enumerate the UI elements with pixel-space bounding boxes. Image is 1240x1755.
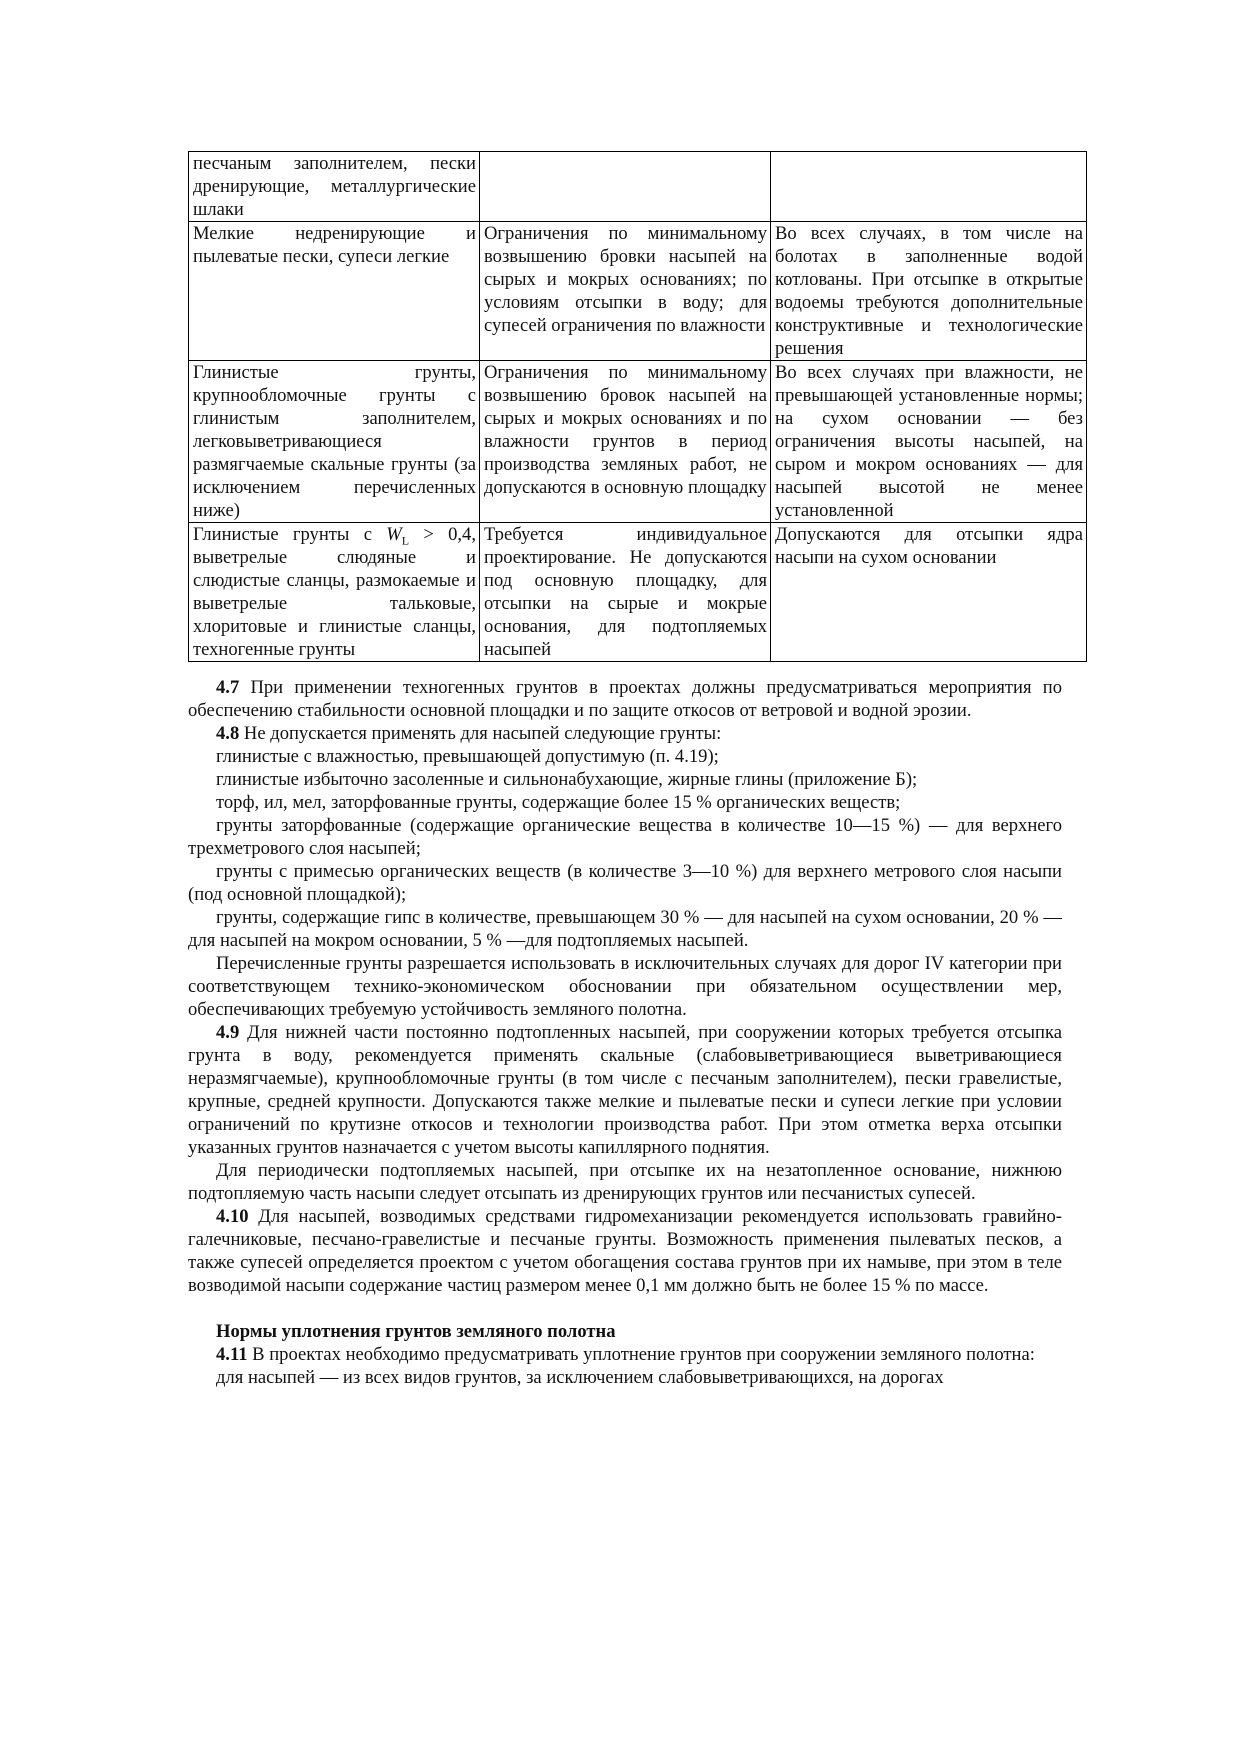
paragraph-4-9	[188, 1021, 1062, 1159]
paragraph-4-11	[188, 1343, 1062, 1366]
clause-number: 4.11	[216, 1344, 248, 1365]
table-row	[189, 361, 1087, 523]
liquid-limit-symbol: W	[386, 524, 402, 545]
paragraph-periodic-flooding: Для периодически подтопляемых насыпей, при отсыпке их на незатопленное основание, нижнюю подтопляемую часть насыпи следует отсыпать из дренирующих грунтов или песчанистых супесей.	[188, 1160, 1062, 1204]
table-cell-restrictions: Ограничения по минимальному возвышению бровки насыпей на сырых и мокрых основаниях; по условиям отсыпки в воду; для супесей ограничения по влажности	[480, 222, 771, 361]
table-cell-application	[771, 152, 1087, 222]
paragraph-text: Не допускается применять для насыпей следующие грунты:	[239, 723, 722, 744]
list-item: торф, ил, мел, заторфованные грунты, содержащие более 15 % органических веществ;	[216, 792, 901, 813]
clause-number: 4.10	[216, 1206, 249, 1227]
table-cell-restrictions	[480, 152, 771, 222]
table-cell-restrictions: Требуется индивидуальное проектирование. Не допускаются под основную площадку, для отсыпки на сырые и мокрые основания, для подтопляемых насыпей	[480, 523, 771, 662]
document-body	[188, 676, 1062, 1389]
liquid-limit-subscript: L	[401, 533, 410, 548]
list-item: глинистые с влажностью, превышающей допустимую (п. 4.19);	[216, 746, 719, 767]
table-cell-application: Во всех случаях при влажности, не превышающей установленные нормы; на сухом основании — без ограничения высоты насыпей, на сыром и мокром основаниях — для насыпей высотой не менее установленной	[771, 361, 1087, 523]
table-cell-soil-type: Глинистые грунты, крупнообломочные грунты с глинистым заполнителем, легковыветривающиеся размягчаемые скальные грунты (за исключением перечисленных ниже)	[189, 361, 480, 523]
paragraph-text: При применении техногенных грунтов в проектах должны предусматриваться мероприятия по обеспечению стабильности основной площадки и по защите откосов от ветровой и водной эрозии.	[188, 677, 1062, 721]
paragraph-text: В проектах необходимо предусматривать уплотнение грунтов при сооружении земляного полотна:	[247, 1344, 1035, 1365]
clause-number: 4.7	[216, 677, 240, 698]
table-cell-soil-type: песчаным заполнителем, пески дренирующие, металлургические шлаки	[189, 152, 480, 222]
document-page	[188, 151, 1083, 1389]
clause-number: 4.9	[216, 1022, 240, 1043]
table-row	[189, 152, 1087, 222]
paragraph-4-10	[188, 1205, 1062, 1297]
table-row	[189, 523, 1087, 662]
paragraph-embankments: для насыпей — из всех видов грунтов, за исключением слабовыветривающихся, на дорогах	[216, 1367, 944, 1388]
cell-text: Глинистые грунты с	[193, 524, 387, 545]
paragraph-text: Для нижней части постоянно подтопленных насыпей, при сооружении которых требуется отсыпка грунта в воду, рекомендуется применять скальные (слабовыветривающиеся выветривающиеся неразмягчаемые), крупнообломочные грунты (в том числе с песчаным заполнителем), пески гравелистые, крупные, средней крупности. Допускаются также мелкие и пылеватые пески и супеси легкие при условии ограничений по крутизне откосов и технологии производства работ. При этом отметка верха отсыпки указанных грунтов назначается с учетом высоты капиллярного поднятия.	[188, 1022, 1062, 1158]
table-cell-application: Во всех случаях, в том числе на болотах в заполненные водой котлованы. При отсыпке в открытые водоемы требуются дополнительные конструктивные и технологические решения	[771, 222, 1087, 361]
table-cell-restrictions: Ограничения по минимальному возвышению бровок насыпей на сырых и мокрых основаниях и по влажности грунтов в период производства земляных работ, не допускаются в основную площадку	[480, 361, 771, 523]
clause-number: 4.8	[216, 723, 240, 744]
soil-usage-table	[188, 151, 1087, 662]
list-item: грунты с примесью органических веществ (в количестве 3—10 %) для верхнего метрового слоя насыпи (под основной площадкой);	[188, 861, 1062, 905]
table-row	[189, 222, 1087, 361]
paragraph-listed-soils: Перечисленные грунты разрешается использовать в исключительных случаях для дорог IV категории при соответствующем технико-экономическом обосновании при обязательном осуществлении мер, обеспечивающих требуемую устойчивость земляного полотна.	[188, 953, 1062, 1020]
cell-text: > 0,4, выветрелые слюдяные и слюдистые сланцы, размокаемые и выветрелые тальковые, хлоритовые и глинистые сланцы, техногенные грунты	[193, 524, 476, 660]
list-item: глинистые избыточно засоленные и сильнонабухающие, жирные глины (приложение Б);	[216, 769, 918, 790]
paragraph-4-8	[188, 722, 1062, 745]
table-cell-soil-type: Мелкие недренирующие и пылеватые пески, супеси легкие	[189, 222, 480, 361]
paragraph-text: Для насыпей, возводимых средствами гидромеханизации рекомендуется использовать гравийно-галечниковые, песчано-гравелистые и песчаные грунты. Возможность применения пылеватых песков, а также супесей определяется проектом с учетом обогащения состава грунтов при их намыве, при этом в теле возводимой насыпи содержание частиц размером менее 0,1 мм должно быть не более 15 % по массе.	[188, 1206, 1062, 1296]
table-cell-application: Допускаются для отсыпки ядра насыпи на сухом основании	[771, 523, 1087, 662]
paragraph-4-7	[188, 676, 1062, 722]
list-item: грунты, содержащие гипс в количестве, превышающем 30 % — для насыпей на сухом основании, 20 % — для насыпей на мокром основании, 5 % —для подтопляемых насыпей.	[188, 907, 1062, 951]
section-heading: Нормы уплотнения грунтов земляного полотна	[216, 1321, 616, 1342]
table-cell-soil-type	[189, 523, 480, 662]
list-item: грунты заторфованные (содержащие органические вещества в количестве 10—15 %) — для верхнего трехметрового слоя насыпей;	[188, 815, 1062, 859]
